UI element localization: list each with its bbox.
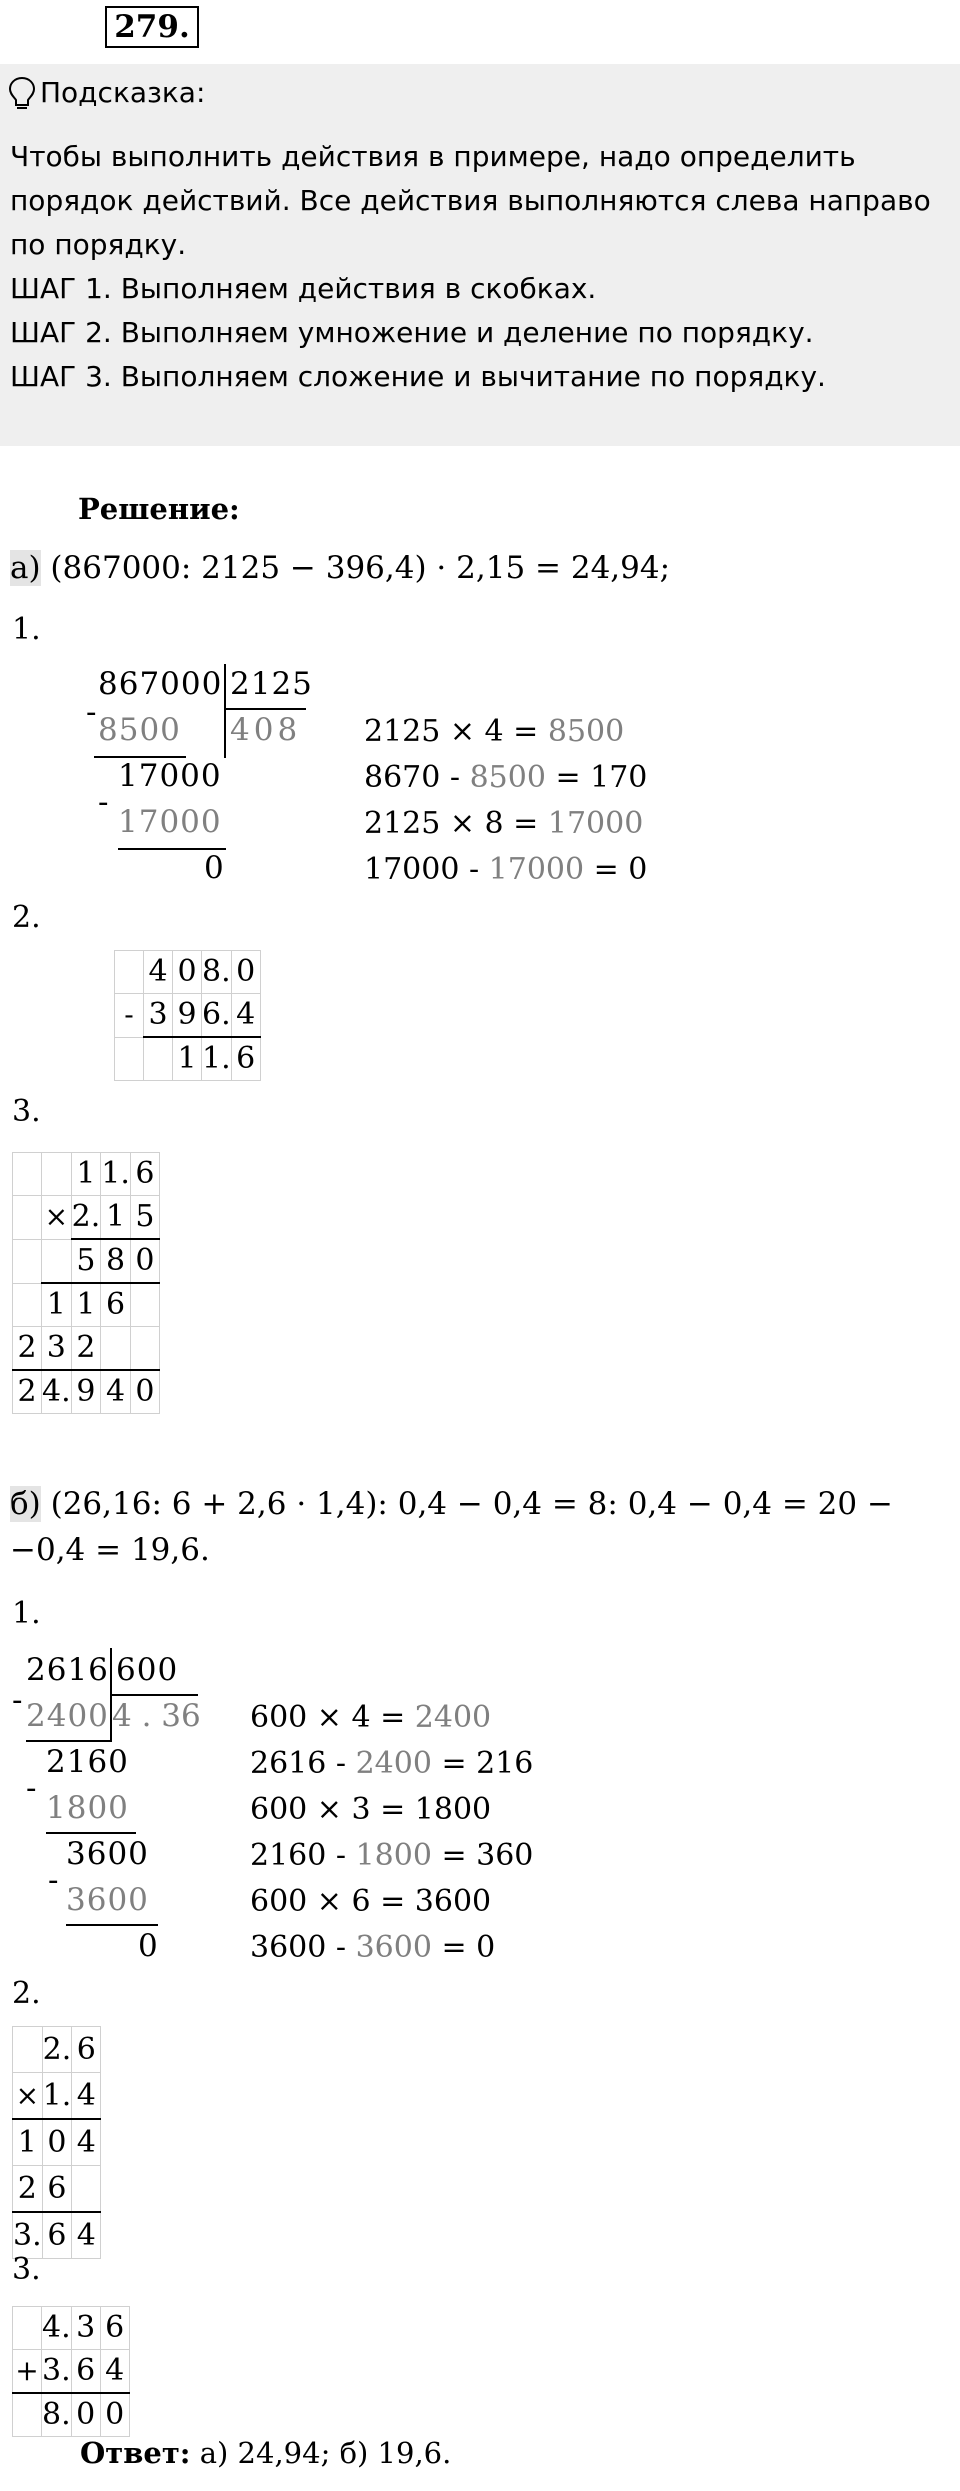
remainder: 0 xyxy=(138,1928,158,1964)
subtrahend: 3600 xyxy=(66,1882,149,1918)
hint-panel xyxy=(0,64,960,446)
grid-cell: 1. xyxy=(42,2073,72,2120)
hint-step-text: Выполняем умножение и деление по порядку. xyxy=(111,316,814,349)
grid-cell xyxy=(13,2307,42,2350)
remainder: 2160 xyxy=(46,1744,129,1780)
addition-table xyxy=(12,2306,130,2437)
grid-cell: 4 xyxy=(101,1370,131,1414)
step-label: 3. xyxy=(12,2252,41,2287)
note-line: 2160 - 1800 = 360 xyxy=(250,1838,534,1873)
step-label: 1. xyxy=(12,1596,41,1631)
grid-cell: 4. xyxy=(42,1370,72,1414)
note-line: 600 × 6 = 3600 xyxy=(250,1884,492,1919)
grid-cell: 1 xyxy=(42,1283,72,1327)
grid-cell xyxy=(115,1037,144,1081)
lightbulb-icon xyxy=(8,76,36,112)
grid-cell: 2 xyxy=(71,1327,101,1371)
minus-sign: - xyxy=(98,784,109,820)
part-b-label: б) xyxy=(10,1486,41,1522)
minus-sign: - xyxy=(86,694,97,730)
note-line: 2616 - 2400 = 216 xyxy=(250,1746,534,1781)
remainder: 3600 xyxy=(66,1836,149,1872)
hint-text-line: порядок действий. Все действия выполняются слева направо xyxy=(10,184,931,217)
grid-cell: 3 xyxy=(71,2307,100,2350)
grid-cell: 2 xyxy=(13,1327,42,1371)
division-bar xyxy=(224,664,226,758)
multiplication-table xyxy=(12,1152,160,1414)
part-a-expression xyxy=(10,550,670,586)
grid-cell xyxy=(13,1153,42,1196)
grid-cell xyxy=(13,2027,43,2073)
dividend: 2616 xyxy=(26,1652,109,1688)
grid-cell: 0 xyxy=(130,1370,159,1414)
grid-cell xyxy=(130,1283,159,1327)
grid-cell xyxy=(72,2166,101,2213)
grid-cell: 3. xyxy=(13,2212,43,2259)
grid-cell: × xyxy=(13,2073,43,2120)
grid-cell: 2. xyxy=(71,1196,101,1240)
grid-cell: 1 xyxy=(71,1283,101,1327)
grid-cell xyxy=(144,1037,173,1081)
hint-step-2 xyxy=(10,316,814,349)
part-b-expression xyxy=(10,1486,893,1522)
grid-cell: 2. xyxy=(42,2027,72,2073)
grid-cell xyxy=(130,1327,159,1371)
grid-cell: 1 xyxy=(173,1037,202,1081)
grid-cell: 0 xyxy=(173,951,202,994)
quotient: 4 . 36 xyxy=(112,1698,201,1734)
grid-cell: 0 xyxy=(231,951,260,994)
dividend: 867000 xyxy=(98,666,223,702)
grid-cell: 4 xyxy=(144,951,173,994)
grid-cell xyxy=(13,1239,42,1283)
grid-cell: 2 xyxy=(13,1370,42,1414)
subtrahend: 2400 xyxy=(26,1698,109,1734)
grid-cell: 1. xyxy=(101,1153,131,1196)
quotient: 408 xyxy=(230,712,302,748)
grid-cell: 0 xyxy=(100,2393,129,2437)
subtrahend: 17000 xyxy=(118,804,222,840)
note-line: 17000 - 17000 = 0 xyxy=(364,852,648,887)
grid-cell: 5 xyxy=(130,1196,159,1240)
grid-cell: 9 xyxy=(71,1370,101,1414)
answer-line xyxy=(80,2436,451,2470)
division-underline xyxy=(26,1740,112,1742)
grid-cell: 6 xyxy=(100,2307,129,2350)
part-b-expr: (26,16: 6 + 2,6 · 1,4): 0,4 − 0,4 = 8: 0,4 − 0,4 = 20 − xyxy=(40,1486,893,1522)
grid-cell xyxy=(115,951,144,994)
grid-cell: 6 xyxy=(42,2212,72,2259)
step-label: 3. xyxy=(12,1094,41,1129)
hint-title: Подсказка: xyxy=(40,76,206,109)
note-line: 600 × 3 = 1800 xyxy=(250,1792,492,1827)
multiplication-table xyxy=(12,2026,101,2259)
grid-cell: 1. xyxy=(202,1037,232,1081)
grid-cell: 1 xyxy=(13,2119,43,2166)
hint-step-text: Выполняем действия в скобках. xyxy=(111,272,597,305)
subtraction-table xyxy=(114,950,261,1081)
grid-cell: × xyxy=(42,1196,72,1240)
grid-cell: 4 xyxy=(72,2073,101,2120)
grid-cell: 8. xyxy=(42,2393,72,2437)
part-a-label: а) xyxy=(10,550,41,586)
step-label: 1. xyxy=(12,612,41,647)
minus-sign: - xyxy=(26,1770,37,1806)
grid-cell: 3. xyxy=(42,2350,72,2394)
grid-cell: 6. xyxy=(202,994,232,1038)
grid-cell xyxy=(101,1327,131,1371)
remainder: 0 xyxy=(204,850,224,886)
hint-text-line: по порядку. xyxy=(10,228,187,261)
grid-cell: 6 xyxy=(231,1037,260,1081)
grid-cell: 2 xyxy=(13,2166,43,2213)
grid-cell: 1 xyxy=(101,1196,131,1240)
note-line: 3600 - 3600 = 0 xyxy=(250,1930,496,1965)
answer-label: Ответ: xyxy=(80,2436,191,2470)
grid-cell: 0 xyxy=(71,2393,100,2437)
grid-cell: 6 xyxy=(71,2350,100,2394)
grid-cell xyxy=(13,1196,42,1240)
subtrahend: 1800 xyxy=(46,1790,129,1826)
subtrahend: 8500 xyxy=(98,712,181,748)
grid-cell xyxy=(42,1239,72,1283)
minus-sign: - xyxy=(48,1862,59,1898)
grid-cell: 0 xyxy=(42,2119,72,2166)
grid-cell: 3 xyxy=(42,1327,72,1371)
divisor: 2125 xyxy=(230,666,313,702)
note-line: 2125 × 8 = 17000 xyxy=(364,806,644,841)
step-label: 2. xyxy=(12,900,41,935)
part-b-expression-cont: −0,4 = 19,6. xyxy=(10,1532,210,1568)
note-line: 600 × 4 = 2400 xyxy=(250,1700,492,1735)
task-number: 279. xyxy=(105,6,199,48)
part-a-expr: (867000: 2125 − 396,4) · 2,15 = 24,94; xyxy=(40,550,671,586)
grid-cell: 1 xyxy=(71,1153,101,1196)
hint-text-line: Чтобы выполнить действия в примере, надо определить xyxy=(10,140,856,173)
divisor-underline xyxy=(226,708,306,710)
minus-sign: - xyxy=(12,1682,23,1718)
grid-cell: 4 xyxy=(231,994,260,1038)
divisor: 600 xyxy=(116,1652,179,1688)
note-line: 2125 × 4 = 8500 xyxy=(364,714,625,749)
grid-cell: 6 xyxy=(72,2027,101,2073)
grid-cell: 6 xyxy=(42,2166,72,2213)
grid-cell xyxy=(13,2393,42,2437)
step-label: 2. xyxy=(12,1976,41,2011)
remainder: 17000 xyxy=(118,758,222,794)
grid-cell: + xyxy=(13,2350,42,2394)
grid-cell: 3 xyxy=(144,994,173,1038)
hint-step-1 xyxy=(10,272,596,305)
grid-cell: 0 xyxy=(130,1239,159,1283)
division-underline xyxy=(46,1832,136,1834)
hint-step-3 xyxy=(10,360,826,393)
solution-title: Решение: xyxy=(78,492,240,526)
grid-cell: 6 xyxy=(130,1153,159,1196)
grid-cell: 4. xyxy=(42,2307,72,2350)
hint-step-label: ШАГ 1. xyxy=(10,272,112,305)
grid-cell: 6 xyxy=(101,1283,131,1327)
answer-text: а) 24,94; б) 19,6. xyxy=(190,2436,452,2470)
hint-step-text: Выполняем сложение и вычитание по порядку. xyxy=(111,360,826,393)
division-underline xyxy=(66,1924,158,1926)
grid-cell xyxy=(13,1283,42,1327)
hint-step-label: ШАГ 3. xyxy=(10,360,112,393)
grid-cell: 5 xyxy=(71,1239,101,1283)
grid-cell: 8. xyxy=(202,951,232,994)
grid-cell: - xyxy=(115,994,144,1038)
grid-cell: 9 xyxy=(173,994,202,1038)
grid-cell xyxy=(42,1153,72,1196)
note-line: 8670 - 8500 = 170 xyxy=(364,760,648,795)
grid-cell: 4 xyxy=(100,2350,129,2394)
grid-cell: 4 xyxy=(72,2119,101,2166)
divisor-underline xyxy=(112,1694,198,1696)
hint-step-label: ШАГ 2. xyxy=(10,316,112,349)
grid-cell: 4 xyxy=(72,2212,101,2259)
grid-cell: 8 xyxy=(101,1239,131,1283)
